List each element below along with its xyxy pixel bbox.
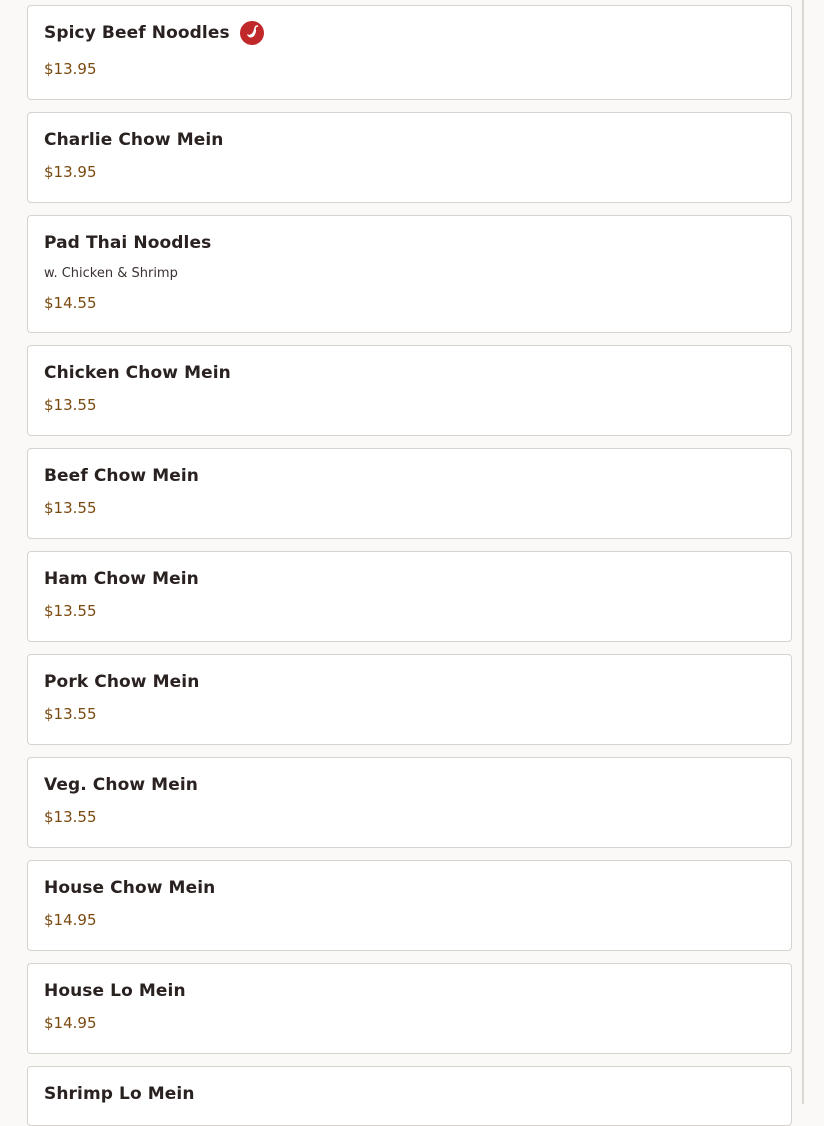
chili-pepper-icon: [240, 21, 264, 45]
menu-item-title-row: [44, 568, 775, 590]
menu-item-card[interactable]: [27, 757, 792, 848]
menu-item-name: Shrimp Lo Mein: [44, 1084, 195, 1104]
menu-item-name: Pad Thai Noodles: [44, 233, 212, 253]
menu-item-title-row: [44, 774, 775, 796]
menu-item-price: $14.55: [44, 294, 97, 312]
menu-item-price: $13.95: [44, 163, 97, 181]
menu-item-name: Pork Chow Mein: [44, 672, 200, 692]
menu-item-price: $14.95: [44, 911, 97, 929]
menu-item-description: w. Chicken & Shrimp: [44, 266, 178, 281]
menu-item-title-row: [44, 362, 775, 384]
menu-item-title-row: [44, 232, 775, 254]
menu-item-name: House Lo Mein: [44, 981, 186, 1001]
menu-item-title-row: [44, 1083, 775, 1105]
menu-item-price: $13.55: [44, 808, 97, 826]
menu-item-card[interactable]: [27, 860, 792, 951]
menu-item-card[interactable]: [27, 215, 792, 333]
menu-item-card[interactable]: [27, 345, 792, 436]
menu-item-title-row: [44, 671, 775, 693]
menu-item-price: $13.95: [44, 60, 97, 78]
menu-item-title-row: [44, 877, 775, 899]
menu-item-card[interactable]: [27, 963, 792, 1054]
menu-item-name: Veg. Chow Mein: [44, 775, 198, 795]
menu-item-price: $13.55: [44, 705, 97, 723]
menu-item-card[interactable]: [27, 1066, 792, 1126]
menu-item-title-row: [44, 22, 775, 44]
menu-item-price: $14.95: [44, 1014, 97, 1032]
menu-item-price: $13.55: [44, 499, 97, 517]
menu-item-name: House Chow Mein: [44, 878, 216, 898]
menu-item-title-row: [44, 980, 775, 1002]
menu-item-card[interactable]: [27, 654, 792, 745]
menu-item-title-row: [44, 465, 775, 487]
menu-item-card[interactable]: [27, 5, 792, 100]
menu-item-card[interactable]: [27, 448, 792, 539]
menu-item-price: $13.55: [44, 602, 97, 620]
menu-item-name: Beef Chow Mein: [44, 466, 199, 486]
menu-item-list: [27, 5, 792, 1126]
menu-item-name: Charlie Chow Mein: [44, 130, 224, 150]
menu-item-card[interactable]: [27, 112, 792, 203]
menu-item-name: Ham Chow Mein: [44, 569, 199, 589]
menu-item-name: Chicken Chow Mein: [44, 363, 231, 383]
menu-item-title-row: [44, 129, 775, 151]
menu-item-name: Spicy Beef Noodles: [44, 23, 230, 43]
content-right-border: [802, 0, 804, 1104]
menu-item-card[interactable]: [27, 551, 792, 642]
menu-item-price: $13.55: [44, 396, 97, 414]
